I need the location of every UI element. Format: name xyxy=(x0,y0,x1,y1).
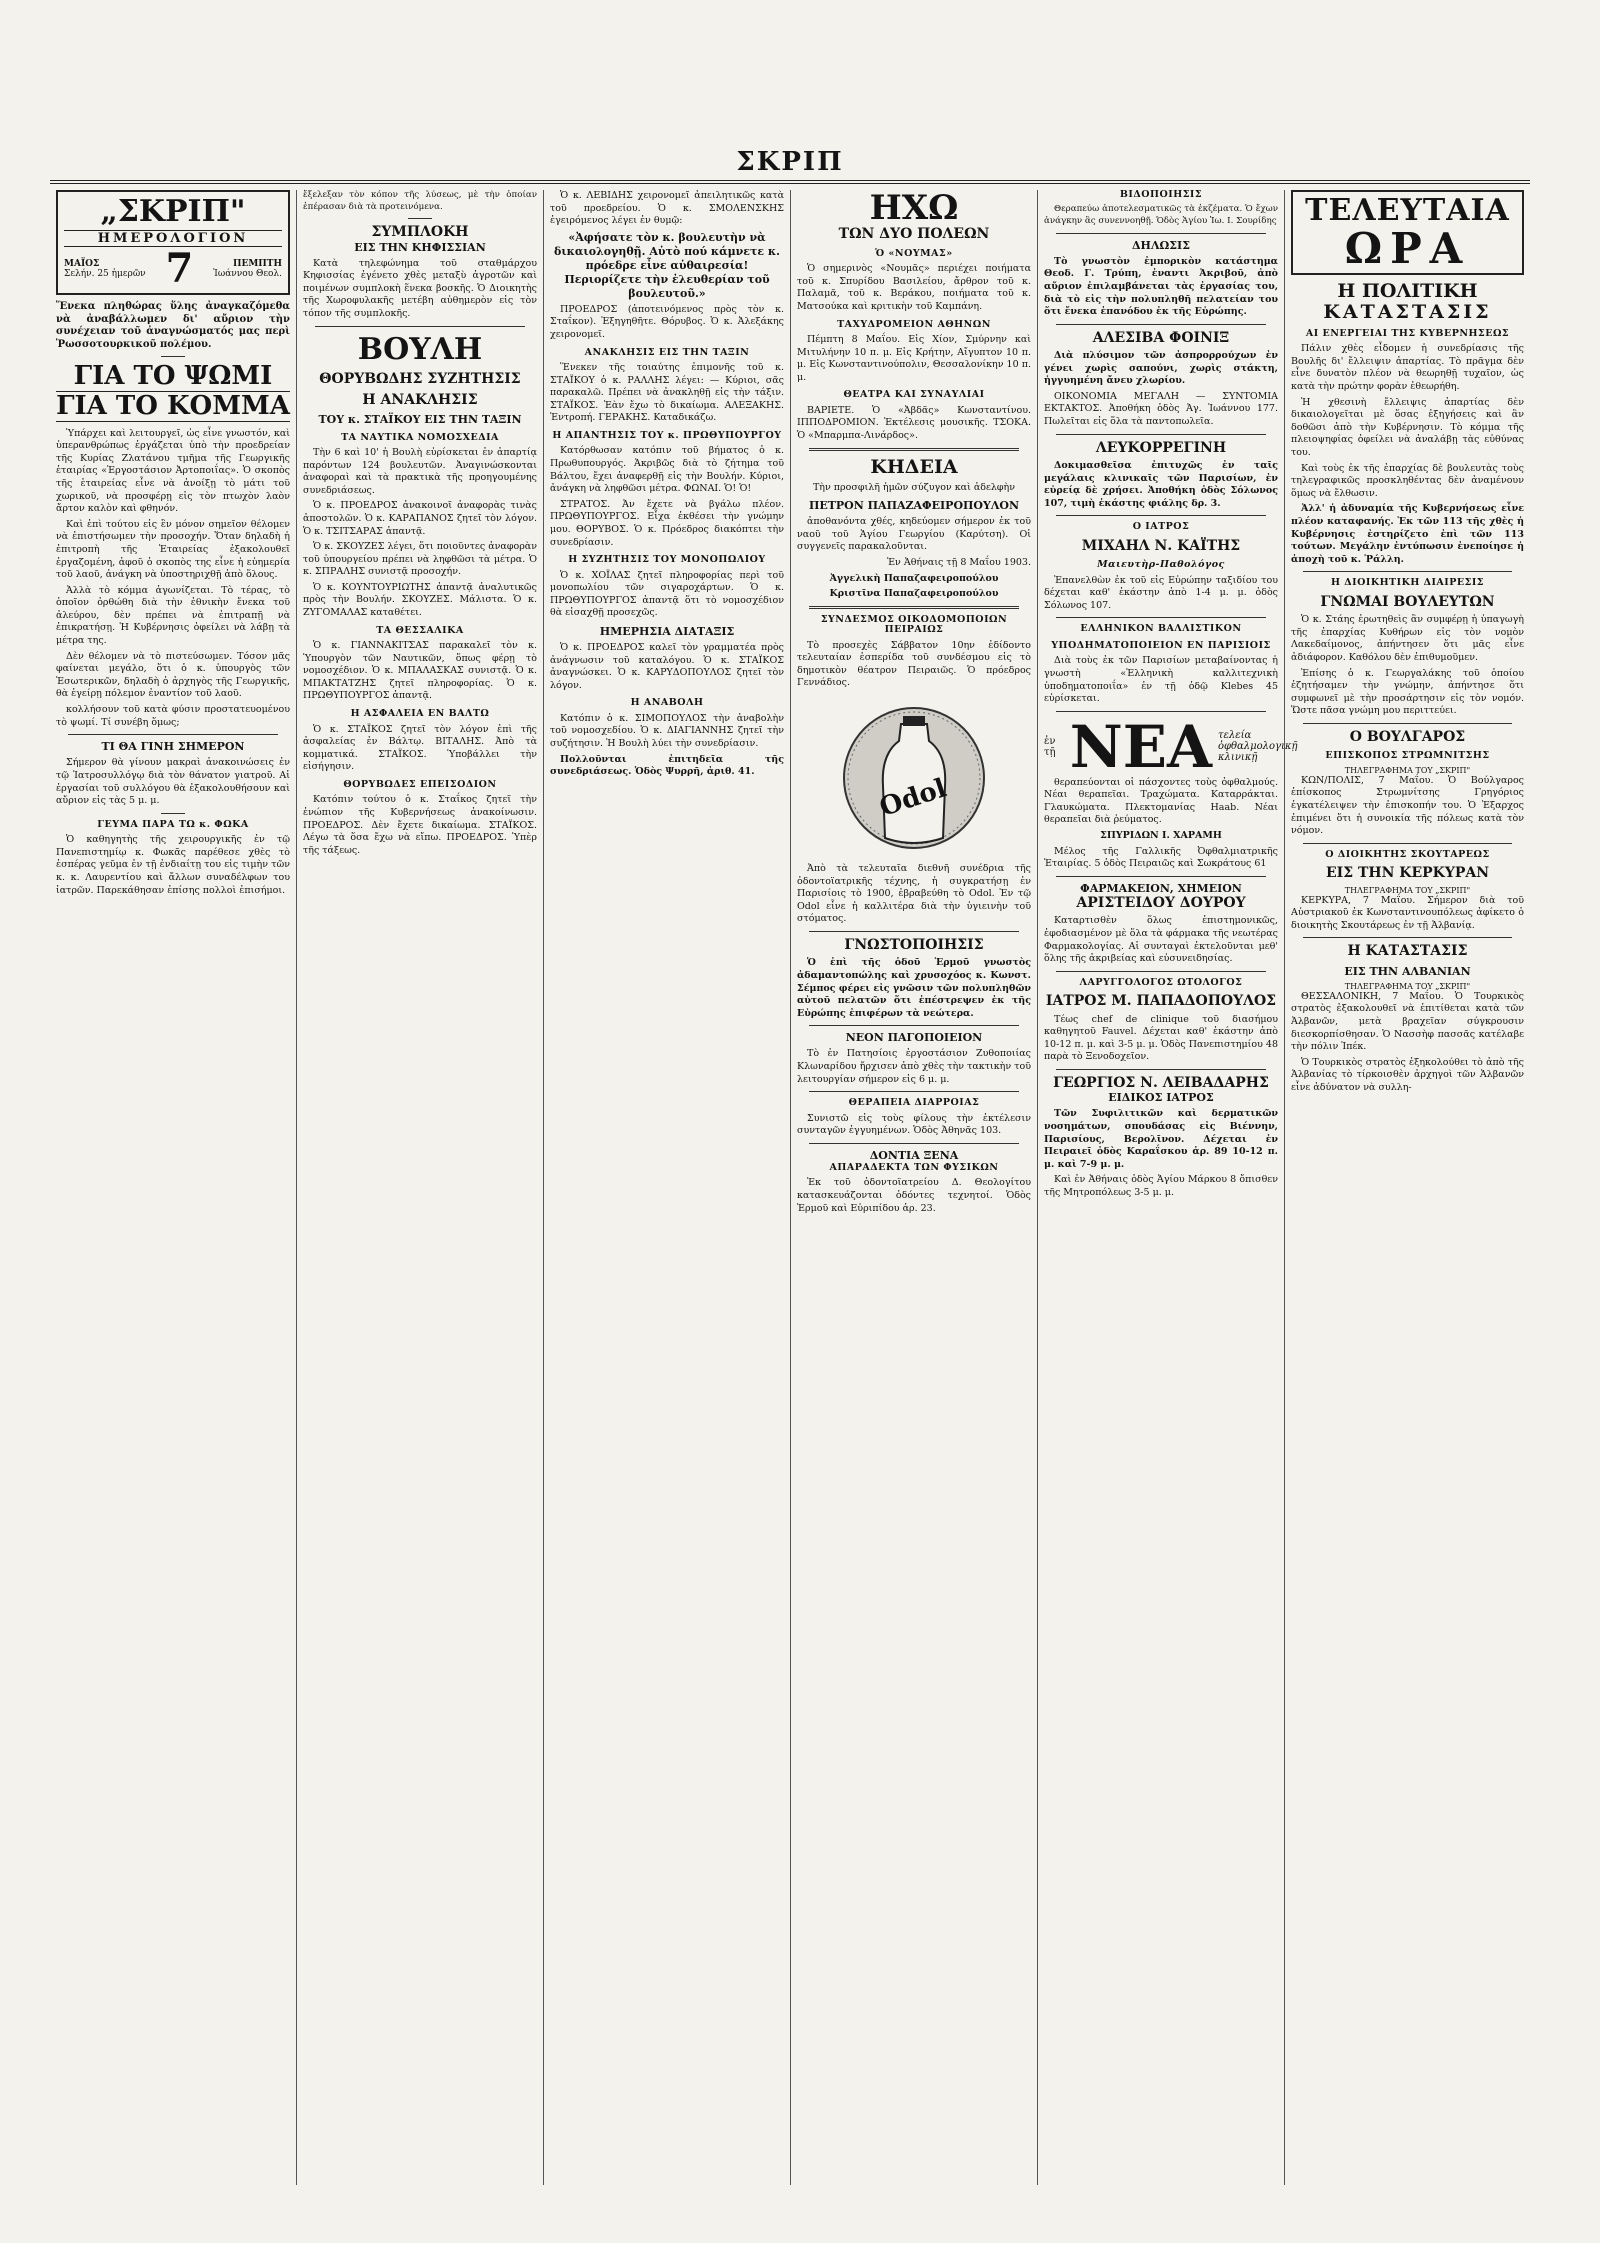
headline-bishop: ΕΠΙΣΚΟΠΟΣ ΣΤΡΩΜΝΙΤΣΗΣ xyxy=(1325,750,1490,762)
headline-declaration: ΔΗΛΩΣΙΣ xyxy=(1132,238,1190,252)
headline-bread: ΓΙΑ ΤΟ ΨΩΜΙ xyxy=(73,361,273,392)
divider xyxy=(315,326,525,327)
headline-recall-order: ΑΝΑΚΛΗΣΙΣ ΕΙΣ ΤΗΝ ΤΑΞΙΝ xyxy=(584,346,750,358)
article-paragraph: Τὸ προσεχὲς Σάββατον 10ην ἐδίδοντο τελευταίαν ἑσπερίδα τοῦ συνδέσμου εἰς τὸ δημοτικὸν θέατρον Πειραιῶς. Ὁ πρόεδρος Γεννάδιος. xyxy=(797,639,1031,689)
article-paragraph: ΠΡΟΕΔΡΟΣ (ἀποτεινόμενος πρὸς τὸν κ. Σταΐκον). Ἐξηγηθῆτε. Θόρυβος. Ὁ κ. Ἀλεξάκης χειρονομεῖ. xyxy=(550,303,784,340)
divider xyxy=(809,931,1019,932)
article-paragraph: Συνιστῶ εἰς τοὺς φίλους τὴν ἐκτέλεσιν συνταγῶν ἐγγυημένων. Ὁδὸς Ἀθηνᾶς 103. xyxy=(797,1112,1031,1137)
article-paragraph: Δὲν θέλομεν νὰ τὸ πιστεύσωμεν. Τόσον μᾶς φαίνεται μεγάλο, ὅτι ὁ κ. ὑπουργὸς τῶν Ἐσωτερικῶν, δηλαδὴ ὁ ἀρχηγὸς τῆς Γεωργικῆς, θὰ ἐγείρῃ πόλεμον ἐναντίον τοῦ λαοῦ. xyxy=(56,650,290,700)
article-paragraph: Τὴν 6 καὶ 10' ἡ Βουλὴ εὑρίσκεται ἐν ἀπαρτίᾳ παρόντων 124 βουλευτῶν. Ἀναγινώσκονται ἀναφοραὶ καὶ τὰ πρακτικὰ τῆς προηγουμένης συνεδριάσεως. xyxy=(303,446,537,496)
new-clinic-banner xyxy=(1044,712,1298,781)
divider xyxy=(1056,434,1266,435)
article-paragraph: Ἐκ τοῦ ὀδοντοϊατρείου Δ. Θεολογίτου κατασκευάζονται ὀδόντες τεχνητοί. Ὁδὸς Ἑρμοῦ καὶ Εὐριπίδου ἀρ. 23. xyxy=(797,1177,1031,1214)
masthead-title: ΣΚΡΙΠ xyxy=(736,147,844,177)
headline-party: ΓΙΑ ΤΟ ΚΟΜΜΑ xyxy=(56,390,290,421)
divider xyxy=(1056,617,1266,618)
divider xyxy=(161,813,184,814)
calendar-title: „ΣΚΡΙΠ" xyxy=(100,194,246,229)
headline-leukorregini: ΛΕΥΚΟΡΡΕΓΙΝΗ xyxy=(1095,439,1227,456)
divider xyxy=(1056,971,1266,972)
article-paragraph: Ὁ κ. ΚΟΥΝΤΟΥΡΙΩΤΗΣ ἀπαντᾷ ἀναλυτικῶς πρὸς τὴν Βουλήν. ΣΚΟΥΖΕΣ. Μάλιστα. Ὁ κ. ΖΥΓΟΜΑΛΑΣ καταθέτει. xyxy=(303,581,537,619)
headline-admin-division: Η ΔΙΟΙΚΗΤΙΚΗ ΔΙΑΙΡΕΣΙΣ xyxy=(1331,577,1484,589)
headline-ice-factory: ΝΕΟΝ ΠΑΓΟΠΟΙΕΙΟΝ xyxy=(845,1031,983,1045)
headline-today: ΤΙ ΘΑ ΓΙΝΗ ΣΗΜΕΡΟΝ xyxy=(101,740,245,754)
article-paragraph: ΚΩΝ/ΠΟΛΙΣ, 7 Μαΐου. Ὁ Βούλγαρος ἐπίσκοπος Στρωμνίτσης Γρηγόριος ἐγκατέλειψεν τὴν ἐπισκοπήν του. Ὁ Ἐξαρχος ἐπιμένει ὅτι ἡ συνοικία τῆς πόλεως κατὰ τὸν νόμον. xyxy=(1291,774,1524,837)
article-paragraph: Ὁ Τουρκικὸς στρατὸς ἐξηκολούθει τὸ ἀπὸ τῆς Ἀλβανίας τὸ τίρκοισθὲν ἀρχηγοὶ τῶν Ἀλβανῶν εἶνε ἀδύνατον νὰ συλλη- xyxy=(1291,1056,1524,1093)
article-paragraph: Ὁ ἐπὶ τῆς ὁδοῦ Ἑρμοῦ γνωστὸς ἀδαμαντοπώλης καὶ χρυσοχόος κ. Κωνστ. Σέμπος φέρει εἰς γνῶσιν τῶν πολυπληθῶν αὐτοῦ πελατῶν ὅτι ἐπέστρεψεν ἐκ τῆς Εὐρώπης ἐπιφέρων τὰ νεώτερα. xyxy=(797,957,1031,1019)
headline-govt-actions: ΑΙ ΕΝΕΡΓΕΙΑΙ ΤΗΣ ΚΥΒΕΡΝΗΣΕΩΣ xyxy=(1305,327,1510,339)
article-paragraph: Ὁ κ. ΓΙΑΝΝΑΚΙΤΣΑΣ παρακαλεῖ τὸν κ. Ὑπουργὸν τῶν Ναυτικῶν, ὅπως φέρῃ τὸ νομοσχέδιον. Ὁ κ. ΜΠΑΛΑΣΚΑΣ συνιστᾷ. Ὁ κ. ΜΠΑΚΤΑΤΖΗΣ ζητεῖ πληροφορίας. Ὁ κ. ΠΡΩΘΥΠΟΥΡΓΟΣ ἀπαντᾷ. xyxy=(303,640,537,702)
article-paragraph: Ἐπίσης ὁ κ. Γεωργαλάκης τοῦ ὁποίου ἐζητήσαμεν τὴν γνώμην, ἀπήντησε ὅτι συμφωνεῖ μὲ τὴν προσάρτησιν εἰς τὸν νομόν. Ὥστε πᾶσα γνώμη μου περιττεύει. xyxy=(1291,667,1524,717)
article-paragraph: ἀποθανόντα χθές, κηδεύομεν σήμερον ἐκ τοῦ ναοῦ τοῦ Ἁγίου Γεωργίου (Καρύτση). Οἱ συγγενεῖς παρακαλοῦνται. xyxy=(797,516,1031,553)
article-paragraph: Ἡ χθεσινὴ ἔλλειψις ἀπαρτίας δὲν δικαιολογεῖται μὲ ὅσας ἐξηγήσεις καὶ ἂν δοθῶσι ἀπὸ τὴν Κυβέρνησιν. Τὸ κόμμα τῆς πλειοψηφίας ὀφείλει νὰ ἀναλάβῃ τὰς εὐθύνας του. xyxy=(1291,396,1524,458)
column-6 xyxy=(1285,190,1530,2185)
divider xyxy=(1303,843,1512,844)
article-paragraph: Μέλος τῆς Γαλλικῆς Ὀφθαλμιατρικῆς Ἑταιρίας. 5 ὁδὸς Πειραιῶς καὶ Σωκράτους 61 xyxy=(1044,845,1278,870)
headline-recall: Η ΑΝΑΚΛΗΣΙΣ xyxy=(362,392,478,409)
headline-teeth: ΔΟΝΤΙΑ ΞΕΝΑ xyxy=(869,1148,959,1162)
headline-shoemaker: ΕΛΛΗΝΙΚΟΝ ΒΑΛΛΙΣΤΙΚΟΝ xyxy=(1080,623,1242,635)
headline-state: Η ΚΑΤΑΣΤΑΣΙΣ xyxy=(1347,943,1468,960)
article-paragraph: Ἀλλ' ἡ ἀδυναμία τῆς Κυβερνήσεως εἶνε πλέον καταφανής. Ἐκ τῶν 113 τῆς χθὲς ἡ Κυβέρνησις ἐστηρίζετο ἐπὶ τῶν 113 τούτων. Μεγάλην ἐντύπωσιν ἐνεποίησε ἡ ἀποχὴ τοῦ κ. Ῥάλλη. xyxy=(1291,503,1524,565)
article-paragraph: Ὁ κ. ΣΤΑΪΚΟΣ ζητεῖ τὸν λόγον ἐπὶ τῆς ἀσφαλείας ἐν Βάλτῳ. ΒΙΤΑΛΗΣ. Ἀπὸ τὰ κομματικά. ΣΤΑΪΚΟΣ. Ὑποβάλλει τὴν εἰσήγησιν. xyxy=(303,723,537,773)
calendar-box xyxy=(56,190,290,295)
headline-agenda: ΗΜΕΡΗΣΙΑ ΔΙΑΤΑΞΙΣ xyxy=(599,624,735,638)
article-paragraph: ΣΤΡΑΤΟΣ. Ἀν ἔχετε νὰ βγάλω πλέον. ΠΡΩΘΥΠΟΥΡΓΟΣ. Εἶχα ἐκθέσει τὴν γνώμην μου. ΘΟΡΥΒΟΣ. Ὁ κ. Πρόεδρος διακόπτει τὴν συνεδρίασιν. xyxy=(550,498,784,548)
headline-kifisia: ΕΙΣ ΤΗΝ ΚΗΦΙΣΣΙΑΝ xyxy=(354,240,486,254)
article-paragraph: ΘΕΣΣΑΛΟΝΙΚΗ, 7 Μαΐου. Ὁ Τουρκικὸς στρατὸς ἐξακολουθεῖ νὰ ἐπιτίθεται κατὰ τῶν Ἀλβανῶν, μετὰ βραχεῖαν σύγκρουσιν διεσκορπίσθησαν. Ὁ Νασσὴφ πασσᾶς κατέλαβε τὴν πόλιν Ἰπέκ. xyxy=(1291,990,1524,1053)
odol-label: Odol xyxy=(876,772,951,823)
headline-kaitis: ΜΙΧΑΗΛ Ν. ΚΑΪΤΗΣ xyxy=(1081,537,1241,554)
latest-hour-box xyxy=(1291,190,1524,275)
notice-paragraph: Ἕνεκα πληθώρας ὕλης ἀναγκαζόμεθα νὰ ἀναβάλλωμεν δι' αὔριον τὴν συνέχειαν τοῦ ἀναγνώσματός μας περὶ Ῥωσσοτουρκικοῦ πολέμου. xyxy=(56,301,290,350)
headline-mp-opinions: ΓΝΩΜΑΙ ΒΟΥΛΕΥΤΩΝ xyxy=(1320,593,1495,610)
headline-postponement: Η ΑΝΑΒΟΛΗ xyxy=(630,697,704,709)
divider xyxy=(68,734,278,735)
calendar-subtitle: ΗΜΕΡΟΛΟΓΙΟΝ xyxy=(64,230,282,247)
headline-obstetrician: Μαιευτὴρ-Παθολόγος xyxy=(1097,559,1225,571)
calendar-saint: Ἰωάννου Θεολ. xyxy=(213,269,282,279)
funeral-date: Ἐν Ἀθήναις τῇ 8 Μαΐου 1903. xyxy=(886,556,1031,568)
headline-pm-reply: Η ΑΠΑΝΤΗΣΙΣ ΤΟΥ κ. ΠΡΩΘΥΠΟΥΡΓΟΥ xyxy=(552,429,782,441)
article-paragraph: Δοκιμασθεῖσα ἐπιτυχῶς ἐν ταῖς μεγάλαις κλινικαῖς τῶν Παρισίων, ἐν εὐρείᾳ δὲ χρήσει. Ἀποθήκη ὁδὸς Σόλωνος 107, τιμὴ ἑκάστης φιάλης δρ. 3. xyxy=(1044,460,1278,509)
article-paragraph: κολλήσουν τοῦ κατὰ φύσιν προστατευομένου τὸ ψωμί. Τί συνέβη ὅμως; xyxy=(56,704,290,728)
headline-monopoly: Η ΣΥΖΗΤΗΣΙΣ ΤΟΥ ΜΟΝΟΠΩΛΙΟΥ xyxy=(568,554,766,566)
headline-theatres: ΘΕΑΤΡΑ ΚΑΙ ΣΥΝΑΥΛΙΑΙ xyxy=(843,389,985,401)
divider xyxy=(809,606,1019,609)
quote-paragraph: «Ἀφήσατε τὸν κ. βουλευτὴν νὰ δικαιολογηθῇ. Αὐτὸ πού κάμνετε κ. πρόεδρε εἶνε αὐθαιρεσία! Περιορίζετε τὴν ἐλευθερίαν τοῦ βουλευτοῦ.» xyxy=(554,230,780,300)
headline-bulgarian: Ο ΒΟΥΛΓΑΡΟΣ xyxy=(1349,728,1466,745)
article-paragraph: Τέως chef de clinique τοῦ διασήμου καθηγητοῦ Fauvel. Δέχεται καθ' ἑκάστην ἀπὸ 10-12 π. μ. καὶ 3-5 μ. μ. Ὁδὸς Πανεπιστημίου 48 παρὰ τὸ Ξενοδοχεῖον. xyxy=(1044,1013,1278,1063)
odol-advertisement xyxy=(797,693,1031,863)
headline-post-office: ΤΑΧΥΔΡΟΜΕΙΟΝ ΑΘΗΝΩΝ xyxy=(837,318,991,330)
headline-shoemaker-sub: ΥΠΟΔΗΜΑΤΟΠΟΙΕΙΟΝ ΕΝ ΠΑΡΙΣΙΟΙΣ xyxy=(1051,639,1271,651)
article-paragraph: Ὁ κ. ΛΕΒΙΔΗΣ χειρονομεῖ ἀπειλητικῶς κατὰ τοῦ προεδρείου. Ὁ κ. ΣΜΟΛΕΝΣΚΗΣ ἐγειρόμενος λέγει ἐν θυμῷ: xyxy=(550,190,784,227)
article-paragraph: Ὁ κ. ΣΚΟΥΖΕΣ λέγει, ὅτι ποιοῦντες ἀναφορὰν τοῦ ὑπουργείου πρέπει νὰ ληφθῶσι τὰ μέτρα. Ὁ κ. ΣΠΡΑΛΗΣ συνιστᾷ προσοχήν. xyxy=(303,541,537,578)
headline-dinner: ΓΕΥΜΑ ΠΑΡΑ ΤΩ κ. ΦΩΚΑ xyxy=(97,818,249,830)
headline-corfu: ΕΙΣ ΤΗΝ ΚΕΡΚΥΡΑΝ xyxy=(1325,865,1490,882)
divider xyxy=(1056,1069,1266,1070)
headline-valtos: Η ΑΣΦΑΛΕΙΑ ΕΝ ΒΑΛΤΩ xyxy=(350,708,490,720)
funeral-intro: Τὴν προσφιλῆ ἡμῶν σύζυγον καὶ ἀδελφὴν xyxy=(812,481,1016,493)
calendar-row xyxy=(64,245,282,292)
headline-builders: ΣΥΝΔΕΣΜΟΣ ΟΙΚΟΔΟΜΟΠΟΙΩΝ ΠΕΙΡΑΙΩΣ xyxy=(820,613,1008,636)
headline-incident: ΘΟΡΥΒΩΔΕΣ ΕΠΕΙΣΟΔΙΟΝ xyxy=(343,778,497,790)
headline-pharmacy: ΦΑΡΜΑΚΕΙΟΝ, ΧΗΜΕΙΟΝ xyxy=(1080,881,1242,895)
article-paragraph: Ὑπάρχει καὶ λειτουργεῖ, ὡς εἶνε γνωστόν, καὶ ὑπερανθρώπως ἐργάζεται ὑπὸ τὴν προεδρείαν τῆς Κυρίας Ζλατάνου τμῆμα τῆς Γεωργικῆς ἑταιρίας «Ἐργοστάσιον Ἀρτοποιΐας». Ὁ σκοπὸς τῆς ἑταιρείας εἶνε νὰ ἀνοίξῃ τὸ μάτι τοῦ χωρικοῦ, νὰ προσφέρῃ εἰς τὸν πτωχὸν λαὸν ἄρτον καλὸν καὶ φθηνόν. xyxy=(56,427,290,515)
article-paragraph: Ὁ καθηγητὴς τῆς χειρουργικῆς ἐν τῷ Πανεπιστημίῳ κ. Φωκᾶς παρέθεσε χθὲς τὸ ἑσπέρας γεῦμα ἐν τῇ ἐνδιαίτῃ του εἰς τιμὴν τῶν κ. κ. Λαυρεντίου καὶ ἄλλων συναδέλφων του ἰατρῶν. Παρεκάθησαν ἐπίσης πολλοὶ ἐπισήμοι. xyxy=(56,834,290,896)
article-paragraph: Θεραπεύω ἀποτελεσματικῶς τὰ ἐκζέματα. Ὁ ἔχων ἀνάγκην ἂς συνεννοηθῇ. Ὁδὸς Ἁγίου Ἰω. Ι. Σουρίδης xyxy=(1044,204,1278,227)
divider xyxy=(1303,937,1512,938)
article-paragraph: Πάλιν χθὲς εἶδομεν ἡ συνεδρίασις τῆς Βουλῆς δι' ἔλλειψιν ἀπαρτίας. Τὸ πρᾶγμα δὲν εἶνε δυνατὸν πλέον νὰ θεωρηθῇ τυχαῖον, ὡς κατὰ τὴν πρώτην φορὰν ἐθεωρήθη. xyxy=(1291,343,1524,392)
headline-papadopoulos: ΙΑΤΡΟΣ Μ. ΠΑΠΑΔΟΠΟΥΛΟΣ xyxy=(1045,993,1277,1010)
headline-doctor: Ο ΙΑΤΡΟΣ xyxy=(1132,521,1190,533)
new-prefix: ἐν τῇ xyxy=(1044,735,1056,758)
calendar-weekday: ΠΕΜΠΤΗ xyxy=(232,259,282,269)
headline-echo: ΗΧΩ xyxy=(869,188,959,228)
divider xyxy=(1056,876,1266,877)
divider xyxy=(1056,324,1266,325)
headline-hour: ΩΡΑ xyxy=(1344,224,1471,273)
funeral-name: ΠΕΤΡΟΝ ΠΑΠΑΖΑΦΕΙΡΟΠΟΥΛΟΝ xyxy=(808,499,1020,513)
calendar-left xyxy=(64,259,146,279)
column-2 xyxy=(297,190,543,2185)
divider xyxy=(1303,723,1512,724)
calendar-day: 7 xyxy=(165,245,194,292)
divider xyxy=(1303,571,1512,572)
article-paragraph: Ἕνεκεν τῆς τοιαύτης ἐπιμονῆς τοῦ κ. ΣΤΑΪΚΟΥ ὁ κ. ΡΑΛΛΗΣ λέγει: — Κύριοι, σᾶς παρακαλῶ. Πρέπει νὰ ἀνακληθῇ εἰς τὴν τάξιν. ΣΤΑΪΚΟΣ. Ἐὰν ἔχω τὸ δικαίωμα. ΑΛΕΞΑΚΗΣ. Ἐντροπή. ΓΕΡΑΚΗΣ. Καταδικάζω. xyxy=(550,362,784,424)
divider xyxy=(1056,233,1266,234)
article-paragraph: ΚΕΡΚΥΡΑ, 7 Μαΐου. Σήμερον διὰ τοῦ Αὐστριακοῦ ἐκ Κωνσταντινουπόλεως ἀφίκετο ὁ διοικητὴς Σκουτάρεως ἐν τῇ Ἀλβανίᾳ. xyxy=(1291,894,1524,931)
article-paragraph: Πολλοῦνται ἐπιτηδεῖα τῆς συνεδριάσεως. Ὁδὸς Ψυρρῆ, ἀριθ. 41. xyxy=(550,753,784,778)
article-paragraph: Τῶν Συφιλιτικῶν καὶ δερματικῶν νοσημάτων, σπουδάσας εἰς Βιέννην, Παρισίους, Βερολῖνον. Δέχεται ἐν Πειραιεῖ ὁδὸς Καραΐσκου ἀρ. 89 10-12 π. μ. καὶ 7-9 μ. μ. xyxy=(1044,1108,1278,1170)
new-word: ΝΕΑ xyxy=(1069,712,1212,781)
headline-politics: Η ΠΟΛΙΤΙΚΗ xyxy=(1337,280,1478,302)
divider xyxy=(161,356,184,357)
headline-situation: ΚΑΤΑΣΤΑΣΙΣ xyxy=(1323,300,1492,323)
article-paragraph: Ἀπὸ τὰ τελευταῖα διεθνῆ συνέδρια τῆς ὀδοντοϊατρικῆς τέχνης, ἡ συγκρατήσῃ ἐν Παρισίοις τὸ 1900, ἐβραβεύθη τὸ Odol. Ἐν τῷ Odol εἶνε ἡ καλλιτέρα διὰ τὴν ὑγιεινὴν τοῦ στόματος. xyxy=(797,863,1031,925)
article-paragraph: Ὁ κ. ΠΡΟΕΔΡΟΣ καλεῖ τὸν γραμματέα πρὸς ἀνάγνωσιν τοῦ καταλόγου. Ὁ κ. ΣΤΑΪΚΟΣ ἀναγνώσκει. Ὁ κ. ΚΑΡΥΔΟΠΟΥΛΟΣ ζητεῖ τὸν λόγον. xyxy=(550,642,784,691)
headline-teeth-sub: ΑΠΑΡΑΔΕΚΤΑ ΤΩΝ ΦΥΣΙΚΩΝ xyxy=(829,1161,999,1173)
headline-pharmacy-owner: ΑΡΙΣΤΕΙΔΟΥ ΔΟΥΡΟΥ xyxy=(1076,894,1246,911)
article-paragraph: Καὶ τοὺς ἐκ τῆς ἐπαρχίας δὲ βουλευτὰς τοὺς τηλεγραφικῶς προσκληθέντας δὲν ἀναμένουν ὅμως νὰ ἔλθωσιν. xyxy=(1291,462,1524,499)
article-paragraph: Κατὰ τηλεφώνημα τοῦ σταθμάρχου Κηφισσίας ἐγένετο χθὲς μεταξὺ ἀγροτῶν καὶ ποιμένων συμπλοκὴ ἕνεκα βοσκῆς. Ὁ Διοικητὴς τῆς Χωροφυλακῆς μετέβη αὐθημερὸν εἰς τὸν τόπον τῆς συμπλοκῆς. xyxy=(303,257,537,320)
article-paragraph: Ἀλλὰ τὸ κόμμα ἀγωνίζεται. Τὸ τέρας, τὸ ὁποῖον ὀρθώθη διὰ τὴν ἐθνικὴν ἔνεκα τοῦ ἀλεύρου, δὲν πρέπει νὰ ἐπιτραπῇ νὰ ἐπικρατήσῃ. Ἡ Κυβέρνησις ὀφείλει νὰ λάβῃ τὰ μέτρα της. xyxy=(56,584,290,647)
column-4 xyxy=(791,190,1037,2185)
article-paragraph: Ὁ κ. Στάης ἐρωτηθεὶς ἂν συμφέρῃ ἡ ὑπαγωγὴ τῆς ἐπαρχίας Κυθήρων εἰς τὸν νομὸν Λακεδαίμονος, ἀπήντησεν ὅτι μᾶς εἶνε ἀδιάφορον. Καθόλου δὲν ἐπιθυμοῦμεν. xyxy=(1291,614,1524,663)
divider xyxy=(809,1143,1019,1144)
headline-naval-bills: ΤΑ ΝΑΥΤΙΚΑ ΝΟΜΟΣΧΕΔΙΑ xyxy=(341,431,499,443)
headline-noumas: Ὁ «ΝΟΥΜΑΣ» xyxy=(875,247,953,259)
article-paragraph: Τὸ γνωστὸν ἐμπορικὸν κατάστημα Θεοδ. Γ. Τρύπη, ἐναντι Ἀκριβοῦ, ἀπὸ αὔριον ἐπιλαμβάνεται τὰς ἐργασίας του, διὰ τὸ εἰς τὴν πολυπληθῆ πελατείαν του ὅτι ἔνεκα ἐπανόδου ἐκ τῆς Εὐρώπης. xyxy=(1044,255,1278,318)
article-paragraph: ΒΑΡΙΕΤΕ. Ὁ «Ἀβδᾶς» Κωνσταντίνου. ΙΠΠΟΔΡΟΜΙΟΝ. Ἐκτέλεσις μουσικῆς. ΤΣΟΚΑ. Ὁ «Μπαρμπα-Λινάρδος». xyxy=(797,404,1031,442)
article-paragraph: Σήμερον θὰ γίνουν μακραὶ ἀνακοινώσεις ἐν τῷ Ἰατροσυλλόγῳ διὰ τὸν θάνατον γιατροῦ. Αἱ ἐργασίαι τοῦ συλλόγου θὰ ἐξακολουθήσουν καὶ αὔριον εἰς τὰς 5 μ. μ. xyxy=(56,757,290,807)
column-1 xyxy=(50,190,296,2185)
headline-diarrhea: ΘΕΡΑΠΕΙΑ ΔΙΑΡΡΟΙΑΣ xyxy=(848,1097,980,1109)
article-paragraph: Καταρτισθὲν ὅλως ἐπιστημονικῶς, ἐφοδιασμένον μὲ ὅλα τὰ φάρμακα τῆς νεωτέρας Φαρμακολογίας. Αἱ συνταγαὶ ἐκτελοῦνται μεθ' ὅλης τῆς ἀκριβείας καὶ εὐσυνειδησίας. xyxy=(1044,915,1278,965)
column-3 xyxy=(544,190,790,2185)
divider xyxy=(408,218,431,219)
telegram-label: ΤΗΛΕΓΡΑΦΗΜΑ ΤΟΥ „ΣΚΡΙΠ" xyxy=(1344,981,1471,991)
divider xyxy=(809,1025,1019,1026)
article-paragraph: Ὁ σημερινὸς «Νουμᾶς» περιέχει ποιήματα τοῦ κ. Σπυρίδου Βασιλείου, ἄρθρον τοῦ κ. Παλαμᾶ, τοῦ κ. Βεράκου, ποιήματα τοῦ κ. Ματσούκα καὶ κριτικὴν τοῦ Καμπάνη. xyxy=(797,263,1031,312)
headline-skoutari: Ο ΔΙΟΙΚΗΤΗΣ ΣΚΟΥΤΑΡΕΩΣ xyxy=(1325,848,1490,860)
article-paragraph: Κατόρθωσαν κατόπιν τοῦ βήματος ὁ κ. Πρωθυπουργός. Ἀκριβῶς διὰ τὸ ζήτημα τοῦ Βάλτου, ἔχει ἀναφερθῇ εἰς τὴν Βουλήν. Κύριοι, ἀνάγκη νὰ ληφθῶσι μέτρα. ΦΩΝΑΙ. Ὁ! Ὁ! xyxy=(550,445,784,495)
newspaper-page xyxy=(50,147,1530,2185)
article-paragraph: Διὰ τοὺς ἐκ τῶν Παρισίων μεταβαίνοντας ἡ γνωστὴ «Ἑλληνικὴ καλλιτεχνικὴ ὑποδηματοποιΐα» ἐν τῇ ὁδῷ Klebes 45 εὑρίσκεται. xyxy=(1044,655,1278,705)
headline-thessaly: ΤΑ ΘΕΣΣΑΛΙΚΑ xyxy=(376,624,464,636)
column-5 xyxy=(1038,189,1298,2185)
calendar-month: ΜΑΪΟΣ xyxy=(64,259,100,269)
article-paragraph: Καὶ ἐν Ἀθήναις ὁδὸς Ἀγίου Μάρκου 8 ὄπισθεν τῆς Μητροπόλεως 3-5 μ. μ. xyxy=(1044,1174,1278,1198)
headline-two-cities: ΤΩΝ ΔΥΟ ΠΟΛΕΩΝ xyxy=(838,226,990,243)
article-paragraph: Διὰ πλύσιμον τῶν ἀσπρορρούχων ἐν γένει χωρὶς σαπούνι, χωρὶς στάκτη, ἡγγυημένη ἄνευ χλωρίου. xyxy=(1044,350,1278,387)
headline-leivadaris: ΓΕΩΡΓΙΟΣ Ν. ΛΕΙΒΑΔΑΡΗΣ xyxy=(1053,1074,1269,1091)
headline-parliament: ΒΟΥΛΗ xyxy=(357,331,483,367)
headline-specialist: ΕΙΔΙΚΟΣ ΙΑΤΡΟΣ xyxy=(1108,1091,1214,1105)
article-paragraph: Πέμπτη 8 Μαΐου. Εἰς Χίον, Σμύρνην καὶ Μιτυλήνην 10 π. μ. Εἰς Κρήτην, Αἴγυπτον 10 π. μ. Εἰς Κωνσταντινούπολιν, Θεσσαλονίκην 10 π. μ. xyxy=(797,334,1031,383)
calendar-right xyxy=(213,259,282,279)
headline-staikos: ΤΟΥ κ. ΣΤΑΪΚΟΥ ΕΙΣ ΤΗΝ ΤΑΞΙΝ xyxy=(318,413,522,427)
article-paragraph: ἔξελεξαν τὸν κόπον τῆς λύσεως, μὲ τὴν ὁποίαν ἐπέρασαν διὰ τὰ προτεινόμενα. xyxy=(303,190,537,212)
article-paragraph: Κατόπιν τούτου ὁ κ. Σταΐκος ζητεῖ τὴν ἐνώπιον τῆς Κυβερνήσεως ἀνακοίνωσιν. ΠΡΟΕΔΡΟΣ. Δὲν ἔχετε δικαίωμα. ΣΤΑΪΚΟΣ. Λέγω τὰ ὅσα ἔχω νὰ εἴπω. ΠΡΟΕΔΡΟΣ. Ὑπὲρ τῆς τάξεως. xyxy=(303,794,537,856)
headline-laryngologist: ΛΑΡΥΓΓΟΛΟΓΟΣ ΩΤΟΛΟΓΟΣ xyxy=(1079,976,1243,988)
article-paragraph: Κατόπιν ὁ κ. ΣΙΜΟΠΟΥΛΟΣ τὴν ἀναβολὴν τοῦ νομοσχεδίου. Ὁ κ. ΔΙΑΓΙΑΝΝΗΣ ζητεῖ τὴν συζήτησιν. Ἡ Βουλὴ λύει τὴν συνεδρίασιν. xyxy=(550,712,784,750)
article-paragraph: Καὶ ἐπὶ τούτου εἰς ἓν μόνον σημεῖον θέλομεν νὰ ἐπιστήσωμεν τὴν προσοχήν. Ὅταν δηλαδὴ ἡ ἐπιτροπὴ τῆς Ἑταιρείας ἐξακολουθεῖ ἐργαζομένη, ἀφοῦ ὁ σκοπὸς της εἶνε ἡ εὐημερία τοῦ λαοῦ, ἀνάγκη νὰ ὑποστηριχθῇ ἀπὸ ὅλους. xyxy=(56,518,290,581)
headline-vidopoiisis: ΒΙΔΟΠΟΙΗΣΙΣ xyxy=(1119,189,1203,200)
headline-albania: ΕΙΣ ΤΗΝ ΑΛΒΑΝΙΑΝ xyxy=(1344,964,1471,978)
divider xyxy=(1056,711,1266,712)
article-paragraph: Τὸ ἐν Πατησίοις ἐργοστάσιον Ζυθοποιίας Κλωναρίδου ἤρχισεν ἀπὸ χθὲς τὴν τακτικὴν τοῦ λειτουργίαν σήμερον εἰς 6 μ. μ. xyxy=(797,1048,1031,1085)
article-paragraph: Ἐπανελθὼν ἐκ τοῦ εἰς Εὐρώπην ταξιδίου του δέχεται καθ' ἑκάστην ἀπὸ 1-4 μ. μ. ὁδὸς Σόλωνος 107. xyxy=(1044,574,1278,611)
odol-bottle-illustration xyxy=(839,696,989,861)
headline-announcement: ΓΝΩΣΤΟΠΟΙΗΣΙΣ xyxy=(844,936,984,953)
headline-debate: ΘΟΡΥΒΩΔΗΣ ΣΥΖΗΤΗΣΙΣ xyxy=(319,370,521,387)
calendar-moon: Σελήν. 25 ἡμερῶν xyxy=(64,269,146,279)
new-suffix: τελεία ὀφθαλμολογικῇ κλινικῇ xyxy=(1218,730,1298,764)
article-paragraph: Ὁ κ. ΧΟΪΛΑΣ ζητεῖ πληροφορίας περὶ τοῦ μονοπωλίου τῶν σιγαροχάρτων. Ὁ κ. ΠΡΩΘΥΠΟΥΡΓΟΣ ἀπαντᾷ ὅτι τὸ νομοσχέδιον θὰ εἰσαχθῇ προσεχῶς. xyxy=(550,569,784,619)
doctor-signature: ΣΠΥΡΙΔΩΝ Ι. ΧΑΡΑΜΗ xyxy=(1100,830,1222,842)
article-paragraph: θεραπεύονται οἱ πάσχοντες τοὺς ὀφθαλμούς. Νέαι θεραπεῖαι. Τραχώματα. Καταρράκται. Γλαυκώματα. Πλεκτομανίας Haab. Νέαι θεραπεῖαι διὰ ῥεύματος. xyxy=(1044,776,1278,826)
headline-clash: ΣΥΜΠΛΟΚΗ xyxy=(371,224,469,241)
divider xyxy=(809,448,1019,451)
headline-alesiva: ΑΛΕΣΙΒΑ ΦΟΙΝΙΞ xyxy=(1092,329,1230,346)
divider xyxy=(1056,515,1266,516)
divider xyxy=(809,1091,1019,1092)
telegram-label: ΤΗΛΕΓΡΑΦΗΜΑ ΤΟΥ „ΣΚΡΙΠ" xyxy=(1344,765,1471,775)
funeral-signature: Ἀγγελικὴ Παπαζαφειροπούλου xyxy=(829,572,999,584)
article-paragraph: ΟΙΚΟΝΟΜΙΑ ΜΕΓΑΛΗ — ΣΥΝΤΟΜΙΑ ΕΚΤΑΚΤΟΣ. Ἀποθήκη ὁδὸς Ἀγ. Ἰωάννου 177. Πωλεῖται εἰς ὅλα τὰ παντοπωλεῖα. xyxy=(1044,390,1278,428)
funeral-signature: Κριστῖνα Παπαζαφειροπούλου xyxy=(829,588,999,600)
telegram-label: ΤΗΛΕΓΡΑΦΗΜΑ ΤΟΥ „ΣΚΡΙΠ" xyxy=(1344,885,1471,895)
article-paragraph: Ὁ κ. ΠΡΟΕΔΡΟΣ ἀνακοινοῖ ἀναφορὰς τινὰς ἀποστολῶν. Ὁ κ. ΚΑΡΑΠΑΝΟΣ ζητεῖ τὸν λόγον. Ὁ κ. ΤΣΙΤΣΑΡΑΣ ἀπαντᾷ. xyxy=(303,500,537,537)
headline-funeral: ΚΗΔΕΙΑ xyxy=(870,455,958,478)
headline-last: ΤΕΛΕΥΤΑΙΑ xyxy=(1305,193,1510,228)
